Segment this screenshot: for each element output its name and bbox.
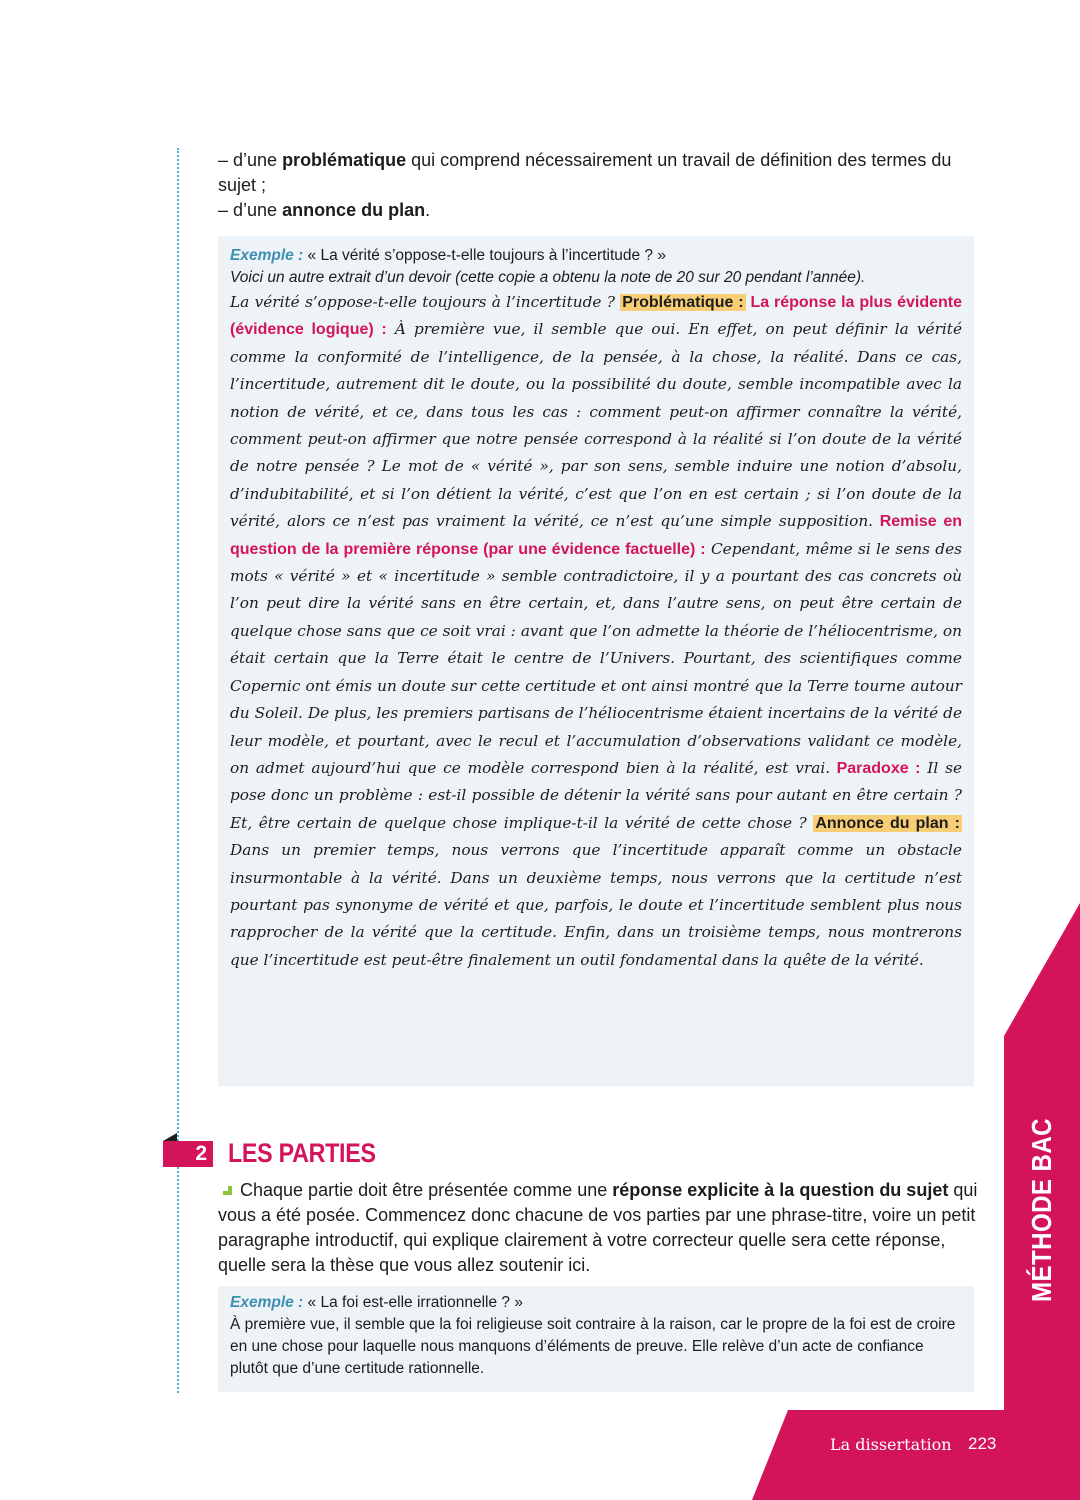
marker-annonce-du-plan: Annonce du plan :: [815, 814, 961, 832]
example-2-heading: Exemple : « La foi est-elle irrationnelle ? »: [230, 1294, 523, 1311]
page-number: 223: [968, 1434, 997, 1453]
example-1-note: Voici un autre extrait d’un devoir (cette copie a obtenu la note de 20 sur 20 pendant l’année).: [230, 269, 866, 286]
section-title: LES PARTIES: [228, 1138, 376, 1168]
intro-item-problematique: – d’une problématique qui comprend nécessairement un travail de définition des termes du sujet ;: [218, 150, 952, 195]
intro-item-annonce: – d’une annonce du plan.: [218, 200, 431, 220]
footer-chapter: La dissertation: [830, 1435, 952, 1454]
marker-evidence: La réponse la plus évidente (évidence logique) :: [230, 294, 963, 339]
section-paragraph: Chaque partie doit être présentée comme une réponse explicite à la question du sujet qui vous a été posée. Commencez donc chacune de vos parties par une phrase-titre, voire un petit paragraphe introductif, qui explique clairement à votre correcteur quelle sera cette réponse, quelle sera la thèse que vous allez soutenir ici.: [218, 1180, 978, 1275]
intro-list: [218, 148, 978, 223]
dotted-margin-line: [177, 148, 179, 1393]
marker-paradoxe: Paradoxe :: [830, 759, 921, 777]
example-1-essay-text: La vérité s’oppose-t-elle toujours à l’incertitude ? Problématique : La réponse la plus évidente (évidence logique) : À première vue, il semble que oui. En effet, on peut définir la vérité comme la conformité de l’intelligence, de la pensée, à la chose, la réalité. Dans ce cas, l’incertitude, autrement dit le doute, ou la possibilité du doute, semble incompatible avec la notion de vérité, et ce, dans tous les cas : comment peut-on affirmer connaître la vérité, comment peut-on affirmer que notre pensée correspond à la réalité si l’on doute de la vérité de notre pensée ? Le mot de « vérité », par son sens, semble induire une notion d’absolu, d’indubitabilité, et si l’on détient la vérité, c’est que l’on en est certain ; si l’on doute de la vérité, alors ce n’est pas vraiment la vérité, ce n’est qu’une simple supposition. Remise en question de la première réponse (par une évidence factuelle) : Cependant, même si le sens des mots « vérité » et « incertitude » semble contradictoire, il y a pourtant des cas concrets où l’on peut dire la vérité sans en être certain, et, dans l’autre sens, on peut être certain de quelque chose sans que ce soit vrai : avant que l’on admette la théorie de l’héliocentrisme, on était certain que la Terre était le centre de l’Univers. Pourtant, des scientifiques comme Copernic ont émis un doute sur cette certitude et ont ainsi montré que la Terre tourne autour du Soleil. De plus, les premiers partisans de l’héliocentrisme étaient incertains de la vérité de leur modèle, et pourtant, avec le recul et l’accumulation d’observations validant ce modèle, on admet aujourd’hui que ce modèle correspond bien à la réalité, est vrai. Paradoxe : Il se pose donc un problème : est-il possible de détenir la vérité sans pour autant en être certain ? Et, être certain de quelque chose implique-t-il la vérité de cette chose ? Annonce du plan : Dans un premier temps, nous verrons que l’incertitude apparaît comme un obstacle insurmontable à la vérité. Dans un deuxième temps, nous verrons que la certitude n’est pourtant pas synonyme de vérité et que, parfois, le doute et l’incertitude semblent plus nous rapprocher de la vérité que la certitude. Enfin, dans un troisième temps, nous montrerons que l’incertitude est peut-être finalement un outil fondamental dans la quête de la vérité.: [230, 293, 963, 969]
example-2-text: À première vue, il semble que la foi religieuse soit contraire à la raison, car le propre de la foi est de croire en une chose pour laquelle nous manquons d’éléments de preuve. Elle relève d’un acte de confiance plutôt que d’une certitude rationnelle.: [230, 1316, 956, 1377]
marker-problematique: Problématique :: [622, 294, 744, 311]
example-box-2: [218, 1286, 974, 1392]
side-tab-label: MÉTHODE BAC: [1026, 1118, 1057, 1302]
marker-remise-en-question: Remise en question de la première réponse (par une évidence factuelle) :: [230, 513, 963, 558]
section-number: 2: [195, 1142, 207, 1165]
side-tab-slope: [1004, 903, 1080, 1036]
arrow-right-icon: [218, 1181, 234, 1197]
example-1-heading: Exemple : « La vérité s’oppose-t-elle toujours à l’incertitude ? »: [230, 247, 666, 264]
example-box-1: [218, 236, 974, 1086]
section-number-tab: [163, 1141, 213, 1167]
